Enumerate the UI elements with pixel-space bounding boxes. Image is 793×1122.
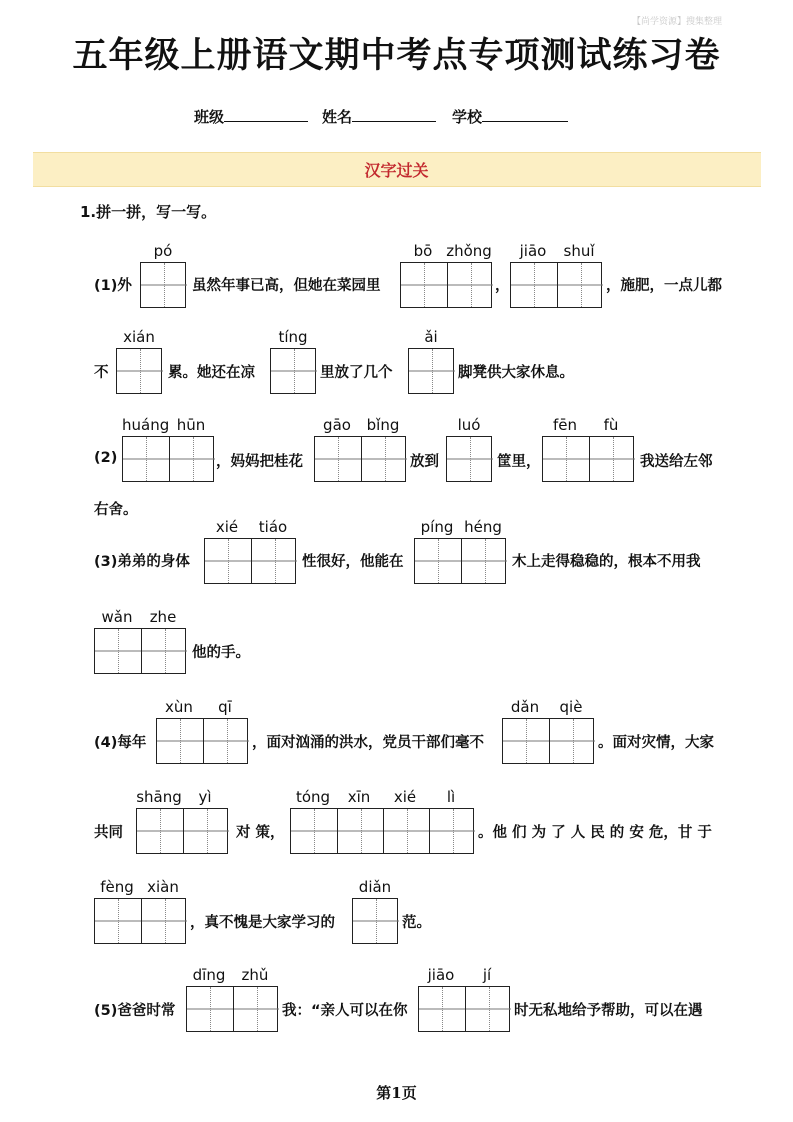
pinyin: xiàn bbox=[147, 878, 179, 896]
text-segment: 他的手。 bbox=[192, 645, 250, 661]
text-segment: 我：“亲人可以在你 bbox=[282, 1003, 408, 1019]
pinyin: fù bbox=[603, 416, 619, 434]
school-field bbox=[452, 106, 568, 127]
answer-grid[interactable] bbox=[116, 348, 162, 394]
pinyin: ǎi bbox=[424, 328, 438, 346]
pinyin: jiāo bbox=[519, 242, 547, 260]
class-field bbox=[194, 106, 308, 127]
text-segment: 我送给左邻 bbox=[640, 454, 713, 470]
text-segment: ，真不愧是大家学习的 bbox=[190, 915, 335, 931]
name-label: 姓名 bbox=[322, 108, 353, 126]
answer-grid[interactable] bbox=[122, 436, 214, 482]
name-field bbox=[322, 106, 436, 127]
answer-grid[interactable] bbox=[510, 262, 602, 308]
pinyin: fēn bbox=[552, 416, 578, 434]
answer-grid[interactable] bbox=[186, 986, 278, 1032]
pinyin: fèng bbox=[100, 878, 134, 896]
school-label: 学校 bbox=[452, 108, 483, 126]
answer-grid[interactable] bbox=[418, 986, 510, 1032]
text-segment: 累。她还在凉 bbox=[168, 365, 255, 381]
pinyin: shāng bbox=[136, 788, 182, 806]
pinyin: xùn bbox=[165, 698, 193, 716]
section-title: 汉字过关 bbox=[364, 161, 429, 180]
pinyin: pó bbox=[153, 242, 173, 260]
pinyin: gāo bbox=[323, 416, 351, 434]
pinyin: píng bbox=[420, 518, 454, 536]
pinyin: hūn bbox=[176, 416, 206, 434]
text-segment: 放到 bbox=[410, 454, 439, 470]
answer-grid[interactable] bbox=[140, 262, 186, 308]
answer-grid[interactable] bbox=[156, 718, 248, 764]
pinyin: qiè bbox=[559, 698, 583, 716]
pinyin: wǎn bbox=[101, 608, 133, 626]
pinyin: shuǐ bbox=[563, 242, 595, 260]
answer-grid[interactable] bbox=[542, 436, 634, 482]
answer-grid[interactable] bbox=[94, 898, 186, 944]
text-segment: 。他 们 为 了 人 民 的 安 危，甘 于 bbox=[478, 825, 712, 841]
text-segment: ， bbox=[495, 278, 510, 294]
text-segment: 右舍。 bbox=[94, 502, 138, 518]
text-segment: 木上走得稳稳的，根本不用我 bbox=[512, 554, 701, 570]
pinyin: jiāo bbox=[427, 966, 455, 984]
pinyin: xián bbox=[123, 328, 155, 346]
text-segment: 范。 bbox=[402, 915, 431, 931]
class-blank bbox=[224, 107, 308, 122]
pinyin: luó bbox=[457, 416, 481, 434]
pinyin: yì bbox=[198, 788, 212, 806]
answer-grid[interactable] bbox=[408, 348, 454, 394]
pinyin: xīn bbox=[347, 788, 371, 806]
watermark: 【尚学资源】搜集整理 bbox=[632, 17, 723, 27]
pinyin: zhǔ bbox=[241, 966, 269, 984]
pinyin: tíng bbox=[278, 328, 308, 346]
question-title: 1.拼一拼，写一写。 bbox=[80, 203, 217, 221]
item-label: (1)外 bbox=[94, 278, 132, 294]
pinyin: qī bbox=[218, 698, 232, 716]
text-segment: 对 策， bbox=[236, 825, 285, 841]
pinyin: zhǒng bbox=[446, 242, 492, 260]
pinyin: héng bbox=[464, 518, 502, 536]
text-segment: 里放了几个 bbox=[320, 365, 393, 381]
answer-grid[interactable] bbox=[314, 436, 406, 482]
pinyin: huáng bbox=[122, 416, 170, 434]
text-segment: ，妈妈把桂花 bbox=[216, 454, 303, 470]
answer-grid[interactable] bbox=[400, 262, 492, 308]
page-number: 第1页 bbox=[376, 1084, 417, 1102]
text-segment: 不 bbox=[94, 365, 109, 381]
pinyin: jí bbox=[482, 966, 492, 984]
answer-grid[interactable] bbox=[204, 538, 296, 584]
item-label: (5)爸爸时常 bbox=[94, 1003, 176, 1019]
answer-grid[interactable] bbox=[290, 808, 474, 854]
pinyin: xié bbox=[215, 518, 239, 536]
pinyin: xié bbox=[393, 788, 417, 806]
text-segment: 共同 bbox=[94, 825, 123, 841]
name-blank bbox=[352, 107, 436, 122]
text-segment: 筐里， bbox=[497, 454, 541, 470]
text-segment: 脚凳供大家休息。 bbox=[458, 365, 574, 381]
pinyin: diǎn bbox=[358, 878, 392, 896]
text-segment: 。面对灾情，大家 bbox=[598, 735, 714, 751]
text-segment: 虽然年事已高，但她在菜园里 bbox=[192, 278, 381, 294]
pinyin: zhe bbox=[149, 608, 177, 626]
pinyin: bō bbox=[413, 242, 433, 260]
school-blank bbox=[482, 107, 568, 122]
answer-grid[interactable] bbox=[136, 808, 228, 854]
text-segment: 时无私地给予帮助，可以在遇 bbox=[514, 1003, 703, 1019]
pinyin: bǐng bbox=[366, 416, 400, 434]
text-segment: 性很好，他能在 bbox=[302, 554, 404, 570]
answer-grid[interactable] bbox=[502, 718, 594, 764]
pinyin: dīng bbox=[192, 966, 226, 984]
pinyin: lì bbox=[446, 788, 456, 806]
answer-grid[interactable] bbox=[270, 348, 316, 394]
pinyin: tóng bbox=[295, 788, 331, 806]
pinyin: dǎn bbox=[510, 698, 540, 716]
text-segment: ，面对汹涌的洪水，党员干部们毫不 bbox=[252, 735, 484, 751]
answer-grid[interactable] bbox=[94, 628, 186, 674]
item-label: (4)每年 bbox=[94, 735, 147, 751]
text-segment: ，施肥，一点儿都 bbox=[606, 278, 722, 294]
answer-grid[interactable] bbox=[414, 538, 506, 584]
page-title: 五年级上册语文期中考点专项测试练习卷 bbox=[72, 35, 721, 76]
pinyin: tiáo bbox=[258, 518, 288, 536]
item-label: (3)弟弟的身体 bbox=[94, 554, 190, 570]
item-label: (2) bbox=[94, 450, 118, 466]
answer-grid[interactable] bbox=[352, 898, 398, 944]
answer-grid[interactable] bbox=[446, 436, 492, 482]
class-label: 班级 bbox=[194, 108, 225, 126]
